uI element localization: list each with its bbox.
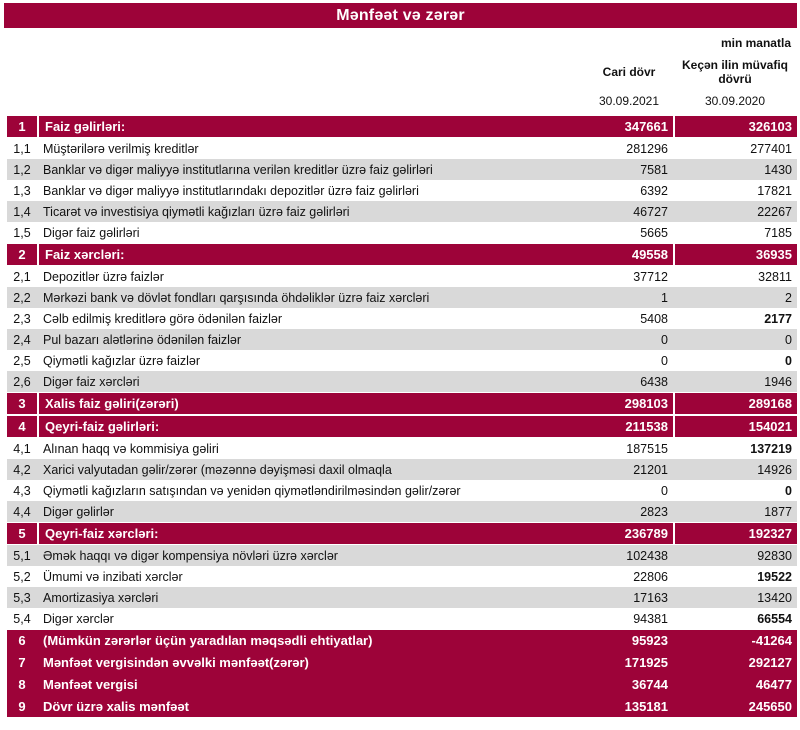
row-number: 1,4 <box>13 204 31 219</box>
value-previous: 92830 <box>757 548 792 563</box>
table-row <box>7 159 797 180</box>
value-current: 211538 <box>585 416 673 437</box>
table-row <box>7 415 797 438</box>
value-previous: 19522 <box>757 569 792 584</box>
date-previous-period: 30.09.2020 <box>704 94 766 108</box>
table-row <box>7 308 797 329</box>
table-row <box>7 350 797 371</box>
value-previous: 36935 <box>675 244 797 265</box>
value-previous: 154021 <box>675 416 797 437</box>
value-current: 135181 <box>624 698 668 714</box>
column-headers <box>7 56 797 88</box>
table-row <box>7 243 797 266</box>
value-previous: 46477 <box>755 676 792 692</box>
row-number: 6 <box>18 633 26 648</box>
row-label: Qeyri-faiz xərcləri: <box>39 523 585 544</box>
row-label: Amortizasiya xərcləri <box>43 590 159 605</box>
row-label: Pul bazarı alətlərinə ödənilən faizlər <box>43 332 242 347</box>
row-label: Digər xərclər <box>43 611 114 626</box>
row-label: Qeyri-faiz gəlirləri: <box>39 416 585 437</box>
value-previous: 66554 <box>757 611 792 626</box>
row-number: 1,5 <box>13 225 31 240</box>
value-current: 37712 <box>633 269 668 284</box>
value-previous: 292127 <box>748 654 792 670</box>
row-label: Alınan haqq və kommisiya gəliri <box>43 441 219 456</box>
row-number: 5,4 <box>13 611 31 626</box>
value-previous: 0 <box>785 483 792 498</box>
row-label: Mərkəzi bank və dövlət fondları qarşısında öhdəliklər üzrə faiz xərcləri <box>43 290 430 305</box>
table-row <box>7 673 797 695</box>
row-label: Digər gəlirlər <box>43 504 114 519</box>
row-label: Mənfəət vergisindən əvvəlki mənfəət(zərər) <box>43 654 309 670</box>
value-current: 102438 <box>626 548 668 563</box>
column-dates <box>7 92 797 110</box>
row-label: Mənfəət vergisi <box>43 676 138 692</box>
row-number: 2 <box>7 244 37 265</box>
value-current: 1 <box>661 290 668 305</box>
unit-note: min manatla <box>720 36 791 50</box>
value-current: 171925 <box>624 654 668 670</box>
row-label: Digər faiz xərcləri <box>43 374 140 389</box>
value-previous: 0 <box>785 353 792 368</box>
value-previous: 2177 <box>764 311 792 326</box>
table-row <box>7 566 797 587</box>
row-number: 9 <box>18 698 26 714</box>
page-title: Mənfəət və zərər <box>336 6 465 24</box>
value-current: 281296 <box>626 141 668 156</box>
value-current: 5408 <box>640 311 668 326</box>
table-row <box>7 651 797 673</box>
row-number: 2,6 <box>13 374 31 389</box>
table-row <box>7 522 797 545</box>
table-row <box>7 201 797 222</box>
row-number: 1,3 <box>13 183 31 198</box>
table-row <box>7 459 797 480</box>
table-row <box>7 371 797 392</box>
row-label: Qiymətli kağızların satışından və yenidən qiymətləndirilməsindən gəlir/zərər <box>43 483 461 498</box>
value-current: 22806 <box>633 569 668 584</box>
row-number: 1,1 <box>13 141 31 156</box>
value-current: 0 <box>661 483 668 498</box>
value-current: 46727 <box>633 204 668 219</box>
row-label: Dövr üzrə xalis mənfəət <box>43 698 189 714</box>
value-previous: 32811 <box>758 269 792 284</box>
row-label: Əmək haqqı və digər kompensiya növləri üzrə xərclər <box>43 548 338 563</box>
value-previous: 192327 <box>675 523 797 544</box>
value-current: 0 <box>661 353 668 368</box>
value-current: 95923 <box>631 633 668 648</box>
table-row <box>7 438 797 459</box>
row-number: 2,3 <box>13 311 31 326</box>
value-current: 6438 <box>640 374 668 389</box>
value-current: 298103 <box>585 393 673 414</box>
row-label: Xalis faiz gəliri(zərəri) <box>39 393 585 414</box>
value-previous: 137219 <box>750 441 792 456</box>
table-row <box>7 392 797 415</box>
row-label: Depozitlər üzrə faizlər <box>43 269 164 284</box>
value-previous: 1946 <box>764 374 792 389</box>
table-row <box>7 266 797 287</box>
row-number: 2,5 <box>13 353 31 368</box>
table-row <box>7 501 797 522</box>
table-row <box>7 115 797 138</box>
value-current: 5665 <box>640 225 668 240</box>
row-number: 3 <box>7 393 37 414</box>
profit-loss-statement <box>0 3 800 730</box>
value-current: 187515 <box>626 441 668 456</box>
value-current: 0 <box>661 332 668 347</box>
table-row <box>7 695 797 717</box>
value-previous: 13420 <box>757 590 792 605</box>
value-previous: 1430 <box>764 162 792 177</box>
pl-table <box>7 115 797 717</box>
value-previous: 1877 <box>764 504 792 519</box>
row-number: 4,3 <box>13 483 31 498</box>
row-label: Qiymətli kağızlar üzrə faizlər <box>43 353 200 368</box>
table-row <box>7 287 797 308</box>
table-row <box>7 608 797 629</box>
table-row <box>7 587 797 608</box>
row-number: 5 <box>7 523 37 544</box>
row-label: Xarici valyutadan gəlir/zərər (məzənnə dəyişməsi daxil olmaqla <box>43 462 392 477</box>
value-current: 17163 <box>633 590 668 605</box>
value-previous: 0 <box>785 332 792 347</box>
table-row <box>7 629 797 651</box>
value-current: 2823 <box>640 504 668 519</box>
value-current: 347661 <box>585 116 673 137</box>
row-number: 4,2 <box>13 462 31 477</box>
value-previous: 7185 <box>764 225 792 240</box>
row-number: 1,2 <box>13 162 31 177</box>
row-number: 4,1 <box>13 441 31 456</box>
column-header-previous-period: Keçən ilin müvafiq dövrü <box>681 58 789 86</box>
value-current: 94381 <box>633 611 668 626</box>
value-current: 49558 <box>585 244 673 265</box>
value-previous: 2 <box>785 290 792 305</box>
table-row <box>7 138 797 159</box>
table-row <box>7 180 797 201</box>
row-label: Faiz xərcləri: <box>39 244 585 265</box>
row-number: 1 <box>7 116 37 137</box>
table-row <box>7 222 797 243</box>
row-label: Digər faiz gəlirləri <box>43 225 140 240</box>
value-previous: 277401 <box>750 141 792 156</box>
row-number: 2,1 <box>13 269 31 284</box>
value-previous: 22267 <box>757 204 792 219</box>
table-row <box>7 545 797 566</box>
value-current: 6392 <box>640 183 668 198</box>
table-row <box>7 480 797 501</box>
row-label: Ticarət və investisiya qiymətli kağızları üzrə faiz gəlirləri <box>43 204 350 219</box>
row-number: 5,1 <box>13 548 31 563</box>
column-header-current-period: Cari dövr <box>602 64 656 79</box>
value-previous: 245650 <box>748 698 792 714</box>
row-number: 7 <box>18 654 26 670</box>
value-previous: -41264 <box>751 633 792 648</box>
row-number: 5,2 <box>13 569 31 584</box>
row-label: Cəlb edilmiş kreditlərə görə ödənilən faizlər <box>43 311 283 326</box>
value-previous: 326103 <box>675 116 797 137</box>
value-previous: 289168 <box>675 393 797 414</box>
row-label: Faiz gəlirləri: <box>39 116 585 137</box>
date-current-period: 30.09.2021 <box>598 94 660 108</box>
row-number: 4,4 <box>13 504 31 519</box>
table-row <box>7 329 797 350</box>
row-label: Banklar və digər maliyyə institutlarındakı depozitlər üzrə faiz gəlirləri <box>43 183 419 198</box>
row-label: (Mümkün zərərlər üçün yaradılan məqsədli ehtiyatlar) <box>43 633 373 648</box>
row-number: 2,2 <box>13 290 31 305</box>
row-label: Ümumi və inzibati xərclər <box>43 569 183 584</box>
row-number: 2,4 <box>13 332 31 347</box>
row-label: Banklar və digər maliyyə institutlarına verilən kreditlər üzrə faiz gəlirləri <box>43 162 433 177</box>
row-number: 8 <box>18 676 26 692</box>
row-label: Müştərilərə verilmiş kreditlər <box>43 141 199 156</box>
value-current: 236789 <box>585 523 673 544</box>
row-number: 5,3 <box>13 590 31 605</box>
page-title-bar <box>4 3 797 28</box>
value-current: 36744 <box>631 676 668 692</box>
value-current: 7581 <box>640 162 668 177</box>
value-current: 21201 <box>633 462 668 477</box>
value-previous: 17821 <box>757 183 792 198</box>
row-number: 4 <box>7 416 37 437</box>
value-previous: 14926 <box>757 462 792 477</box>
